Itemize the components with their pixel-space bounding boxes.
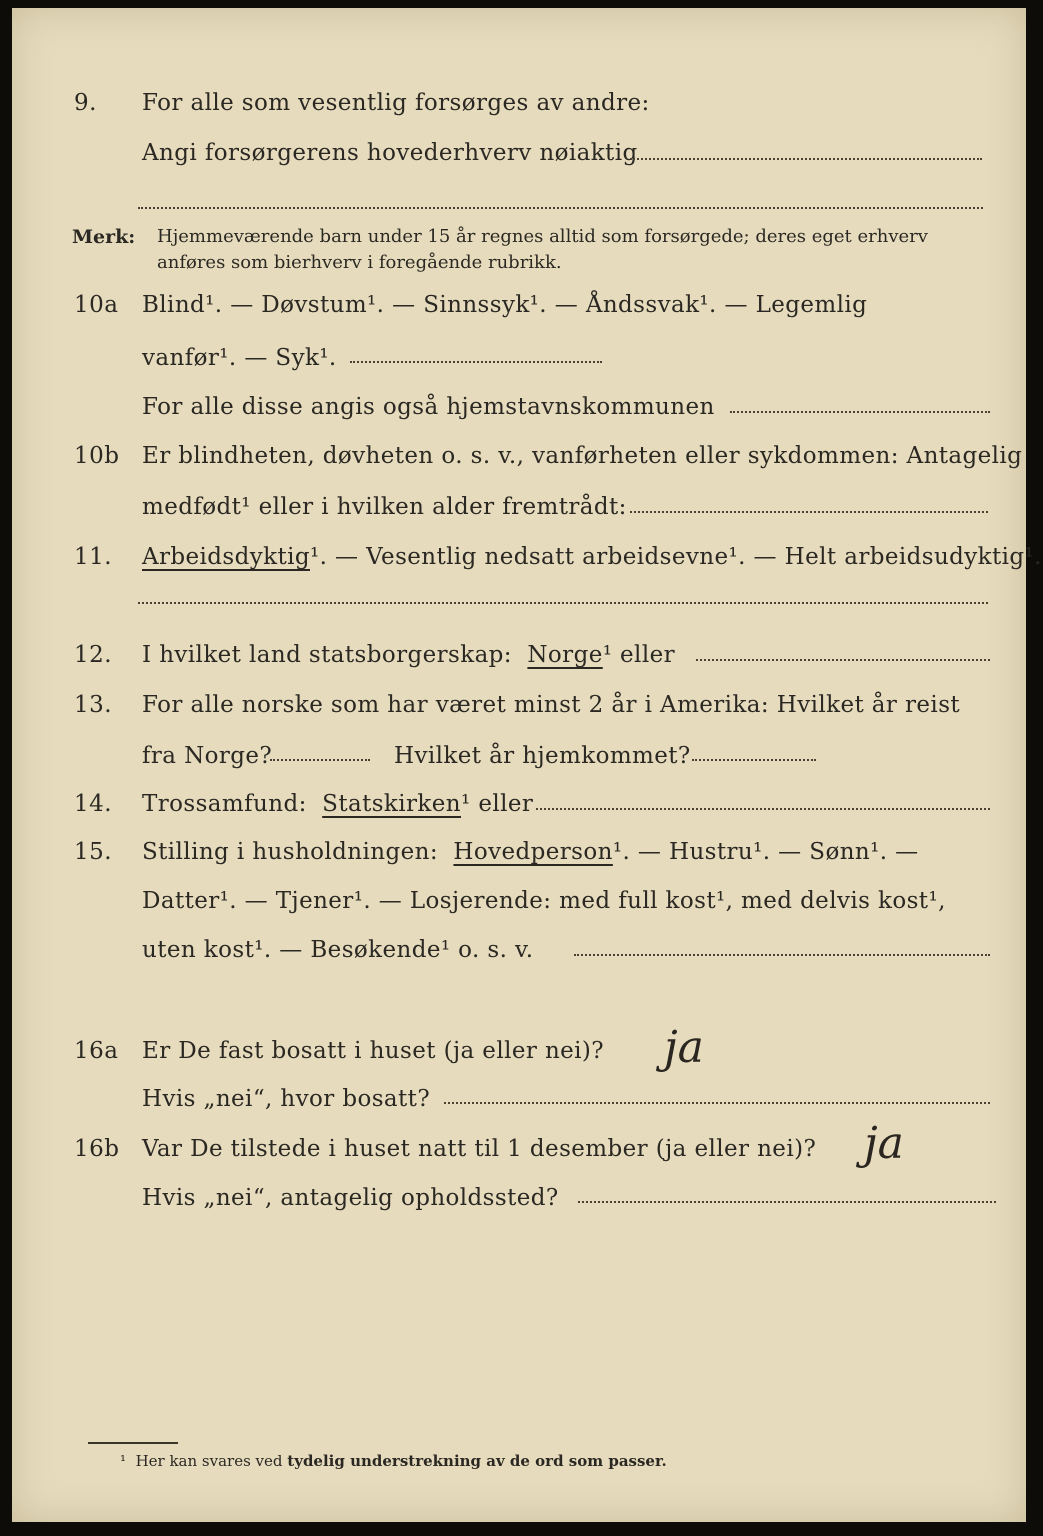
q15-options: ¹. — Hustru¹. — Sønn¹. — (612, 839, 919, 865)
question-number-9: 9. (74, 90, 97, 116)
q10a-answer-field[interactable] (350, 361, 602, 363)
q9-answer-field-2[interactable] (138, 207, 983, 209)
q10a-line2: vanfør¹. — Syk¹. (142, 345, 337, 371)
question-number-16b: 16b (74, 1136, 120, 1162)
q13-line1: For alle norske som har været minst 2 år i Amerika: Hvilket år reist (142, 692, 961, 718)
question-number-16a: 16a (74, 1038, 119, 1064)
q9-answer-field[interactable] (630, 158, 982, 160)
q16a-handwritten-answer[interactable]: ja (664, 1022, 704, 1073)
q11-options: ¹. — Vesentlig nedsatt arbeidsevne¹. — Helt arbeidsudyktig¹. (310, 544, 1042, 570)
q10a-line3: For alle disse angis også hjemstavnskommunen (142, 394, 715, 420)
q10b-line1: Er blindheten, døvheten o. s. v., vanførheten eller sykdommen: Antagelig (142, 443, 1023, 469)
q15-line2: Datter¹. — Tjener¹. — Losjerende: med full kost¹, med delvis kost¹, (142, 888, 946, 914)
footnote-bold: tydelig understrekning av de ord som passer. (287, 1452, 667, 1470)
question-number-14: 14. (74, 791, 113, 817)
q15-question: Stilling i husholdningen: (142, 839, 438, 865)
footnote-mark: ¹ (120, 1452, 127, 1470)
q16b-line1: Var De tilstede i huset natt til 1 desember (ja eller nei)? (142, 1136, 817, 1162)
question-number-13: 13. (74, 692, 113, 718)
q12-line (142, 642, 675, 668)
census-form-page (12, 8, 1042, 1522)
merk-label: Merk: (72, 226, 136, 248)
q13-line2b: Hvilket år hjemkommet? (394, 743, 691, 769)
footnote (120, 1452, 667, 1470)
q16a-line1: Er De fast bosatt i huset (ja eller nei)? (142, 1038, 605, 1064)
q11-line (142, 544, 1042, 570)
question-number-10b: 10b (74, 443, 120, 469)
footnote-divider (88, 1442, 178, 1444)
q14-line (142, 791, 533, 817)
q12-tail: ¹ eller (602, 642, 675, 668)
q10b-answer-field[interactable] (630, 511, 988, 513)
q13-line2a: fra Norge? (142, 743, 273, 769)
q9-line2: Angi forsørgerens hovederhverv nøiaktig (142, 140, 638, 166)
question-number-10a: 10a (74, 292, 119, 318)
merk-line2: anføres som bierhverv i foregående rubrikk. (157, 252, 562, 273)
footnote-plain: Her kan svares ved (135, 1452, 283, 1470)
q13-departure-year-field[interactable] (270, 759, 370, 761)
q10a-home-municipality-field[interactable] (730, 411, 990, 413)
q13-return-year-field[interactable] (692, 759, 816, 761)
q16b-line2: Hvis „nei“, antagelig opholdssted? (142, 1185, 559, 1211)
q14-question: Trossamfund: (142, 791, 307, 817)
question-number-15: 15. (74, 839, 113, 865)
q14-tail: ¹ eller (460, 791, 534, 817)
q15-selected-option[interactable]: Hovedperson (453, 839, 613, 865)
question-number-11: 11. (74, 544, 113, 570)
q16a-residence-field[interactable] (444, 1102, 990, 1104)
question-number-12: 12. (74, 642, 113, 668)
q16b-handwritten-answer[interactable]: ja (864, 1118, 904, 1169)
q16a-line2: Hvis „nei“, hvor bosatt? (142, 1086, 431, 1112)
q9-line1: For alle som vesentlig forsørges av andre: (142, 90, 650, 116)
q12-selected-option[interactable]: Norge (527, 642, 603, 668)
q10b-line2: medfødt¹ eller i hvilken alder fremtrådt: (142, 494, 627, 520)
q15-line1 (142, 839, 919, 865)
q14-answer-field[interactable] (536, 808, 990, 810)
q10a-line1: Blind¹. — Døvstum¹. — Sinnssyk¹. — Åndssvak¹. — Legemlig (142, 292, 868, 318)
q15-answer-field[interactable] (574, 954, 990, 956)
q16b-location-field[interactable] (578, 1201, 996, 1203)
q14-selected-option[interactable]: Statskirken (322, 791, 461, 817)
q11-selected-option[interactable]: Arbeidsdyktig (142, 544, 310, 570)
q12-question: I hvilket land statsborgerskap: (142, 642, 512, 668)
q11-answer-field[interactable] (138, 602, 988, 604)
q12-answer-field[interactable] (696, 659, 990, 661)
q15-line3: uten kost¹. — Besøkende¹ o. s. v. (142, 937, 534, 963)
merk-line1: Hjemmeværende barn under 15 år regnes alltid som forsørgede; deres eget erhverv (157, 226, 928, 247)
